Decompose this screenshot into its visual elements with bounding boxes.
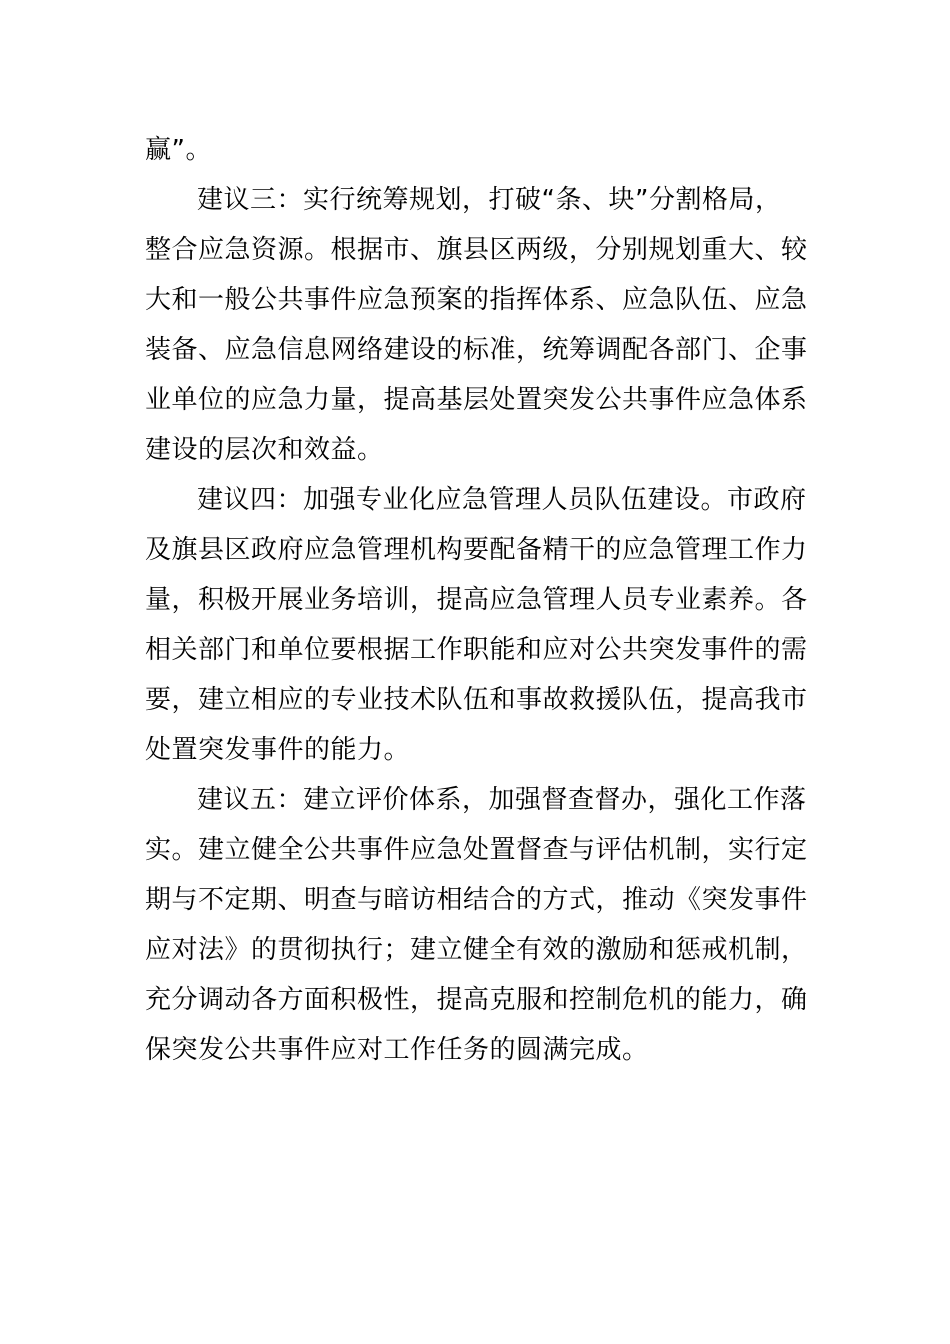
- text-line: 要，建立相应的专业技术队伍和事故救援队伍，提高我市: [145, 685, 808, 715]
- paragraph-suggestion-four-start: 建议四：加强专业化应急管理人员队伍建设。市政府: [197, 485, 807, 515]
- text-line: 大和一般公共事件应急预案的指挥体系、应急队伍、应急: [145, 285, 808, 315]
- text-line: 及旗县区政府应急管理机构要配备精干的应急管理工作力: [145, 535, 808, 565]
- paragraph-suggestion-five-start: 建议五：建立评价体系，加强督查督办，强化工作落: [197, 785, 807, 815]
- text-line: 装备、应急信息网络建设的标准，统筹调配各部门、企事: [145, 335, 808, 365]
- text-line: 整合应急资源。根据市、旗县区两级，分别规划重大、较: [145, 235, 808, 265]
- text-line: 实。建立健全公共事件应急处置督查与评估机制，实行定: [145, 835, 808, 865]
- text-line: 应对法》的贯彻执行；建立健全有效的激励和惩戒机制，: [145, 935, 808, 965]
- text-line: 赢”。: [145, 135, 212, 165]
- text-line: 期与不定期、明查与暗访相结合的方式，推动《突发事件: [145, 885, 808, 915]
- text-line: 保突发公共事件应对工作任务的圆满完成。: [145, 1035, 649, 1065]
- paragraph-suggestion-three-start: 建议三：实行统筹规划，打破“条、块”分割格局，: [197, 185, 782, 215]
- text-line: 量，积极开展业务培训，提高应急管理人员专业素养。各: [145, 585, 808, 615]
- text-line: 建设的层次和效益。: [145, 435, 384, 465]
- text-line: 业单位的应急力量，提高基层处置突发公共事件应急体系: [145, 385, 808, 415]
- text-line: 充分调动各方面积极性，提高克服和控制危机的能力，确: [145, 985, 808, 1015]
- text-line: 处置突发事件的能力。: [145, 735, 411, 765]
- text-line: 相关部门和单位要根据工作职能和应对公共突发事件的需: [145, 635, 808, 665]
